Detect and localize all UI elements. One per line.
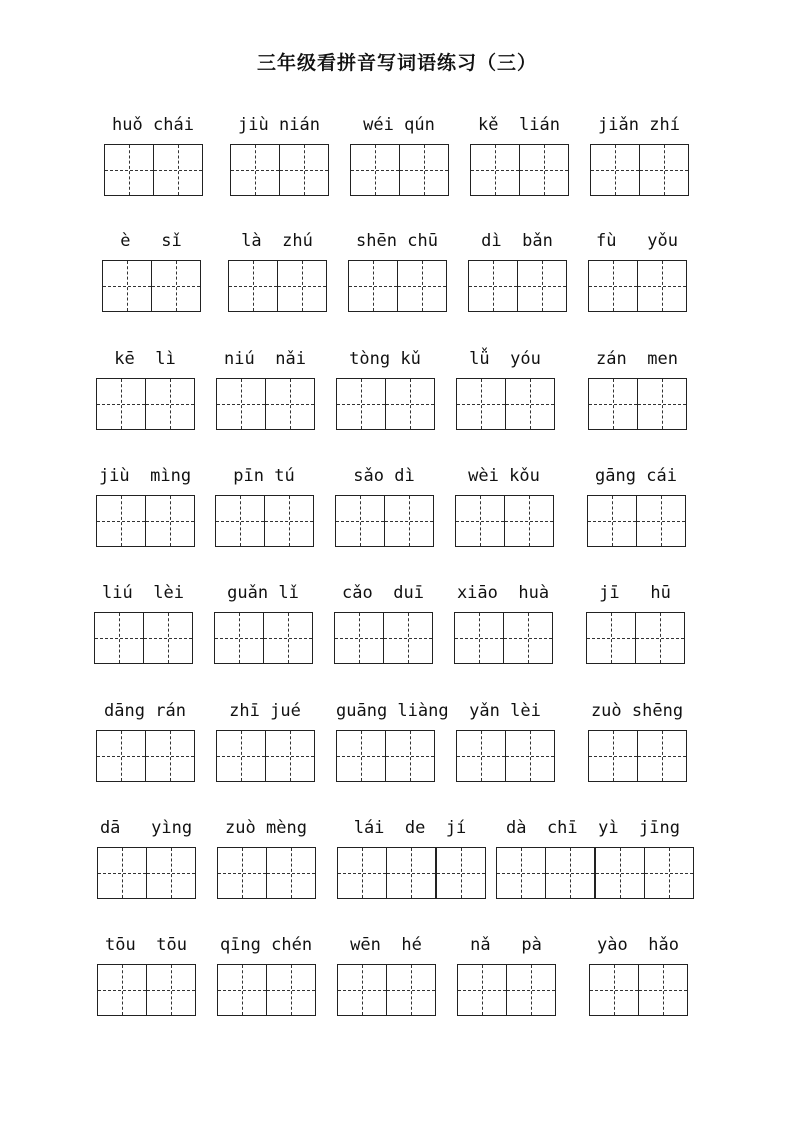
tianzige-cell[interactable] [153,144,203,196]
dashed-guide-vertical [127,261,128,311]
dashed-guide-vertical [170,379,171,429]
dashed-guide-vertical [360,496,361,546]
page-title: 三年级看拼音写词语练习（三） [256,52,537,74]
tianzige-cell[interactable] [589,964,638,1016]
dashed-guide-vertical [613,379,614,429]
dashed-guide-vertical [461,848,462,898]
writing-boxes [588,378,687,430]
tianzige-cell[interactable] [145,495,195,547]
exercise-row [0,230,794,320]
word-exercise [97,934,195,1024]
word-exercise [216,700,314,790]
dashed-guide-vertical [289,496,290,546]
tianzige-cell[interactable] [399,144,449,196]
pinyin-label: wēn hé [350,935,422,955]
tianzige-cell[interactable] [588,378,637,430]
tianzige-cell[interactable] [504,495,554,547]
exercise-row [0,582,794,672]
tianzige-cell[interactable] [335,495,384,547]
pinyin-label: tōu tōu [105,935,187,955]
dashed-guide-vertical [422,261,423,311]
dashed-guide-vertical [291,965,292,1015]
dashed-guide-vertical [481,731,482,781]
dashed-guide-vertical [359,613,360,663]
writing-boxes [215,495,314,547]
pinyin-label: pīn tú [233,466,295,486]
writing-boxes [228,260,327,312]
writing-boxes [337,847,486,899]
word-exercise [456,348,554,438]
tianzige-cell[interactable] [96,730,145,782]
writing-boxes [216,730,315,782]
tianzige-cell[interactable] [435,847,486,899]
pinyin-label: là zhú [241,231,313,251]
dashed-guide-vertical [662,379,663,429]
dashed-guide-vertical [410,379,411,429]
tianzige-cell[interactable] [230,144,279,196]
dashed-guide-vertical [410,731,411,781]
tianzige-cell[interactable] [228,260,277,312]
pinyin-label: jī hū [599,583,671,603]
word-exercise [214,582,312,672]
dashed-guide-vertical [409,496,410,546]
word-exercise [496,817,690,907]
tianzige-cell[interactable] [636,495,686,547]
word-exercise [470,114,568,204]
tianzige-cell[interactable] [265,730,315,782]
tianzige-cell[interactable] [639,144,689,196]
writing-boxes [455,495,554,547]
exercise-row [0,700,794,790]
dashed-guide-vertical [176,261,177,311]
pinyin-label: dì bǎn [481,231,553,251]
tianzige-cell[interactable] [265,378,315,430]
pinyin-label: guāng liàng [336,701,449,721]
word-exercise [336,348,434,438]
pinyin-label: zuò shēng [590,701,684,721]
tianzige-cell[interactable] [586,612,635,664]
dashed-guide-vertical [611,613,612,663]
tianzige-cell[interactable] [456,378,505,430]
tianzige-cell[interactable] [217,964,266,1016]
pinyin-label: zhī jué [229,701,301,721]
tianzige-cell[interactable] [455,495,504,547]
pinyin-label: fù yǒu [596,231,678,251]
tianzige-cell[interactable] [519,144,569,196]
dashed-guide-vertical [171,965,172,1015]
dashed-guide-vertical [255,145,256,195]
dashed-guide-vertical [479,613,480,663]
writing-boxes [454,612,553,664]
dashed-guide-vertical [242,965,243,1015]
word-exercise [96,465,194,555]
dashed-guide-vertical [530,731,531,781]
dashed-guide-vertical [662,731,663,781]
tianzige-cell[interactable] [214,612,263,664]
tianzige-cell[interactable] [496,847,545,899]
tianzige-cell[interactable] [146,847,196,899]
pinyin-label: liú lèi [102,583,184,603]
dashed-guide-vertical [530,379,531,429]
tianzige-cell[interactable] [151,260,201,312]
writing-boxes [348,260,447,312]
writing-boxes [214,612,313,664]
pinyin-label: jiǎn zhí [598,115,680,135]
dashed-guide-vertical [424,145,425,195]
dashed-guide-vertical [495,145,496,195]
dashed-guide-vertical [288,613,289,663]
word-exercise [337,817,483,907]
tianzige-cell[interactable] [266,964,316,1016]
tianzige-cell[interactable] [637,730,687,782]
tianzige-cell[interactable] [545,847,594,899]
writing-boxes [588,260,687,312]
dashed-guide-vertical [362,965,363,1015]
tianzige-cell[interactable] [468,260,517,312]
dashed-guide-vertical [373,261,374,311]
pinyin-label: dā yìng [99,818,193,838]
dashed-guide-vertical [661,496,662,546]
tianzige-cell[interactable] [334,612,383,664]
writing-boxes [336,378,435,430]
word-exercise [96,700,194,790]
pinyin-label: dāng rán [104,701,186,721]
tianzige-cell[interactable] [384,495,434,547]
word-exercise [468,230,566,320]
dashed-guide-vertical [121,496,122,546]
dashed-guide-vertical [361,731,362,781]
word-exercise [217,817,315,907]
word-exercise [588,700,686,790]
tianzige-cell[interactable] [505,730,555,782]
tianzige-cell[interactable] [644,847,694,899]
dashed-guide-vertical [170,731,171,781]
pinyin-label: jiù mìng [98,466,192,486]
word-exercise [348,230,446,320]
writing-boxes [230,144,329,196]
dashed-guide-vertical [291,848,292,898]
tianzige-cell[interactable] [277,260,327,312]
writing-boxes [217,847,316,899]
dashed-guide-vertical [242,848,243,898]
exercise-row [0,934,794,1024]
dashed-guide-vertical [411,848,412,898]
dashed-guide-vertical [662,261,663,311]
pinyin-label: zuò mèng [225,818,307,838]
tianzige-cell[interactable] [588,260,637,312]
pinyin-label: wéi qún [363,115,435,135]
word-exercise [455,465,553,555]
tianzige-cell[interactable] [517,260,567,312]
dashed-guide-vertical [122,848,123,898]
dashed-guide-vertical [660,613,661,663]
word-exercise [590,114,688,204]
word-exercise [215,465,313,555]
dashed-guide-vertical [290,379,291,429]
word-exercise [587,465,685,555]
tianzige-cell[interactable] [594,847,644,899]
word-exercise [350,114,448,204]
dashed-guide-vertical [240,496,241,546]
pinyin-label: yǎn lèi [469,701,541,721]
tianzige-cell[interactable] [266,847,316,899]
dashed-guide-vertical [544,145,545,195]
tianzige-cell[interactable] [96,378,145,430]
pinyin-label: niú nǎi [224,349,306,369]
word-exercise [102,230,200,320]
tianzige-cell[interactable] [397,260,447,312]
tianzige-cell[interactable] [279,144,329,196]
dashed-guide-vertical [170,496,171,546]
writing-boxes [102,260,201,312]
writing-boxes [456,730,555,782]
tianzige-cell[interactable] [337,964,386,1016]
writing-boxes [96,378,195,430]
writing-boxes [335,495,434,547]
tianzige-cell[interactable] [587,495,636,547]
writing-boxes [216,378,315,430]
writing-boxes [496,847,694,899]
tianzige-cell[interactable] [94,612,143,664]
dashed-guide-vertical [542,261,543,311]
writing-boxes [586,612,685,664]
writing-boxes [217,964,316,1016]
pinyin-label: è sǐ [120,231,182,251]
dashed-guide-vertical [304,145,305,195]
tianzige-cell[interactable] [217,847,266,899]
word-exercise [335,465,433,555]
dashed-guide-vertical [239,613,240,663]
tianzige-cell[interactable] [383,612,433,664]
pinyin-label: gāng cái [595,466,677,486]
tianzige-cell[interactable] [146,964,196,1016]
dashed-guide-vertical [178,145,179,195]
dashed-guide-vertical [615,145,616,195]
exercise-row [0,348,794,438]
dashed-guide-vertical [171,848,172,898]
tianzige-cell[interactable] [348,260,397,312]
writing-boxes [588,730,687,782]
tianzige-cell[interactable] [97,847,146,899]
dashed-guide-vertical [168,613,169,663]
dashed-guide-vertical [620,848,621,898]
dashed-guide-vertical [122,965,123,1015]
pinyin-label: guǎn lǐ [227,583,299,603]
dashed-guide-vertical [612,496,613,546]
dashed-guide-vertical [529,496,530,546]
tianzige-cell[interactable] [216,378,265,430]
dashed-guide-vertical [669,848,670,898]
dashed-guide-vertical [119,613,120,663]
tianzige-cell[interactable] [635,612,685,664]
tianzige-cell[interactable] [454,612,503,664]
tianzige-cell[interactable] [386,847,435,899]
pinyin-label: qīng chén [219,935,313,955]
dashed-guide-vertical [480,496,481,546]
pinyin-label: huǒ chái [112,115,194,135]
writing-boxes [96,495,195,547]
writing-boxes [587,495,686,547]
word-exercise [457,934,555,1024]
tianzige-cell[interactable] [216,730,265,782]
tianzige-cell[interactable] [97,964,146,1016]
word-exercise [456,700,554,790]
tianzige-cell[interactable] [336,730,385,782]
dashed-guide-vertical [121,731,122,781]
word-exercise [104,114,202,204]
word-exercise [334,582,432,672]
dashed-guide-vertical [482,965,483,1015]
dashed-guide-vertical [493,261,494,311]
pinyin-label: cǎo duī [342,583,424,603]
dashed-guide-vertical [290,731,291,781]
word-exercise [586,582,684,672]
writing-boxes [468,260,567,312]
pinyin-label: shēn chū [356,231,438,251]
tianzige-cell[interactable] [264,495,314,547]
tianzige-cell[interactable] [385,378,435,430]
exercise-row [0,817,794,907]
dashed-guide-vertical [361,379,362,429]
dashed-guide-vertical [481,379,482,429]
tianzige-cell[interactable] [456,730,505,782]
tianzige-cell[interactable] [506,964,556,1016]
tianzige-cell[interactable] [638,964,688,1016]
word-exercise [228,230,326,320]
writing-boxes [470,144,569,196]
dashed-guide-vertical [253,261,254,311]
pinyin-label: wèi kǒu [468,466,540,486]
word-exercise [589,934,687,1024]
word-exercise [97,817,195,907]
pinyin-label: lǚ yóu [469,349,541,369]
pinyin-label: yào hǎo [597,935,679,955]
writing-boxes [457,964,556,1016]
writing-boxes [350,144,449,196]
tianzige-cell[interactable] [145,730,195,782]
tianzige-cell[interactable] [385,730,435,782]
pinyin-label: xiāo huà [456,583,550,603]
writing-boxes [97,964,196,1016]
writing-boxes [337,964,436,1016]
writing-boxes [456,378,555,430]
pinyin-label: jiù nián [238,115,320,135]
word-exercise [336,700,449,790]
tianzige-cell[interactable] [336,378,385,430]
dashed-guide-vertical [614,965,615,1015]
word-exercise [454,582,552,672]
word-exercise [588,348,686,438]
dashed-guide-vertical [570,848,571,898]
tianzige-cell[interactable] [102,260,151,312]
writing-boxes [97,847,196,899]
dashed-guide-vertical [408,613,409,663]
dashed-guide-vertical [375,145,376,195]
tianzige-cell[interactable] [457,964,506,1016]
dashed-guide-vertical [613,261,614,311]
exercise-row [0,465,794,555]
tianzige-cell[interactable] [263,612,313,664]
tianzige-cell[interactable] [104,144,153,196]
dashed-guide-vertical [663,965,664,1015]
pinyin-label: sǎo dì [353,466,415,486]
tianzige-cell[interactable] [470,144,519,196]
word-exercise [588,230,686,320]
tianzige-cell[interactable] [96,495,145,547]
tianzige-cell[interactable] [337,847,386,899]
writing-boxes [96,730,195,782]
writing-boxes [336,730,435,782]
pinyin-label: lái de jí [353,818,467,838]
writing-boxes [334,612,433,664]
pinyin-label: nǎ pà [470,935,542,955]
word-exercise [337,934,435,1024]
word-exercise [94,582,192,672]
pinyin-label: kē lì [114,349,176,369]
exercise-row [0,114,794,204]
word-exercise [217,934,315,1024]
dashed-guide-vertical [411,965,412,1015]
dashed-guide-vertical [241,379,242,429]
pinyin-label: kě lián [478,115,560,135]
tianzige-cell[interactable] [386,964,436,1016]
dashed-guide-vertical [302,261,303,311]
word-exercise [96,348,194,438]
dashed-guide-vertical [521,848,522,898]
dashed-guide-vertical [531,965,532,1015]
word-exercise [216,348,314,438]
writing-boxes [590,144,689,196]
tianzige-cell[interactable] [588,730,637,782]
tianzige-cell[interactable] [505,378,555,430]
tianzige-cell[interactable] [145,378,195,430]
pinyin-label: dà chī yì jīng [506,818,680,838]
tianzige-cell[interactable] [637,378,687,430]
writing-boxes [104,144,203,196]
tianzige-cell[interactable] [503,612,553,664]
tianzige-cell[interactable] [215,495,264,547]
dashed-guide-vertical [129,145,130,195]
pinyin-label: tòng kǔ [349,349,421,369]
tianzige-cell[interactable] [637,260,687,312]
dashed-guide-vertical [241,731,242,781]
dashed-guide-vertical [664,145,665,195]
tianzige-cell[interactable] [590,144,639,196]
tianzige-cell[interactable] [143,612,193,664]
tianzige-cell[interactable] [350,144,399,196]
dashed-guide-vertical [613,731,614,781]
dashed-guide-vertical [528,613,529,663]
dashed-guide-vertical [121,379,122,429]
word-exercise [230,114,328,204]
dashed-guide-vertical [362,848,363,898]
pinyin-label: zán men [596,349,678,369]
writing-boxes [94,612,193,664]
writing-boxes [589,964,688,1016]
